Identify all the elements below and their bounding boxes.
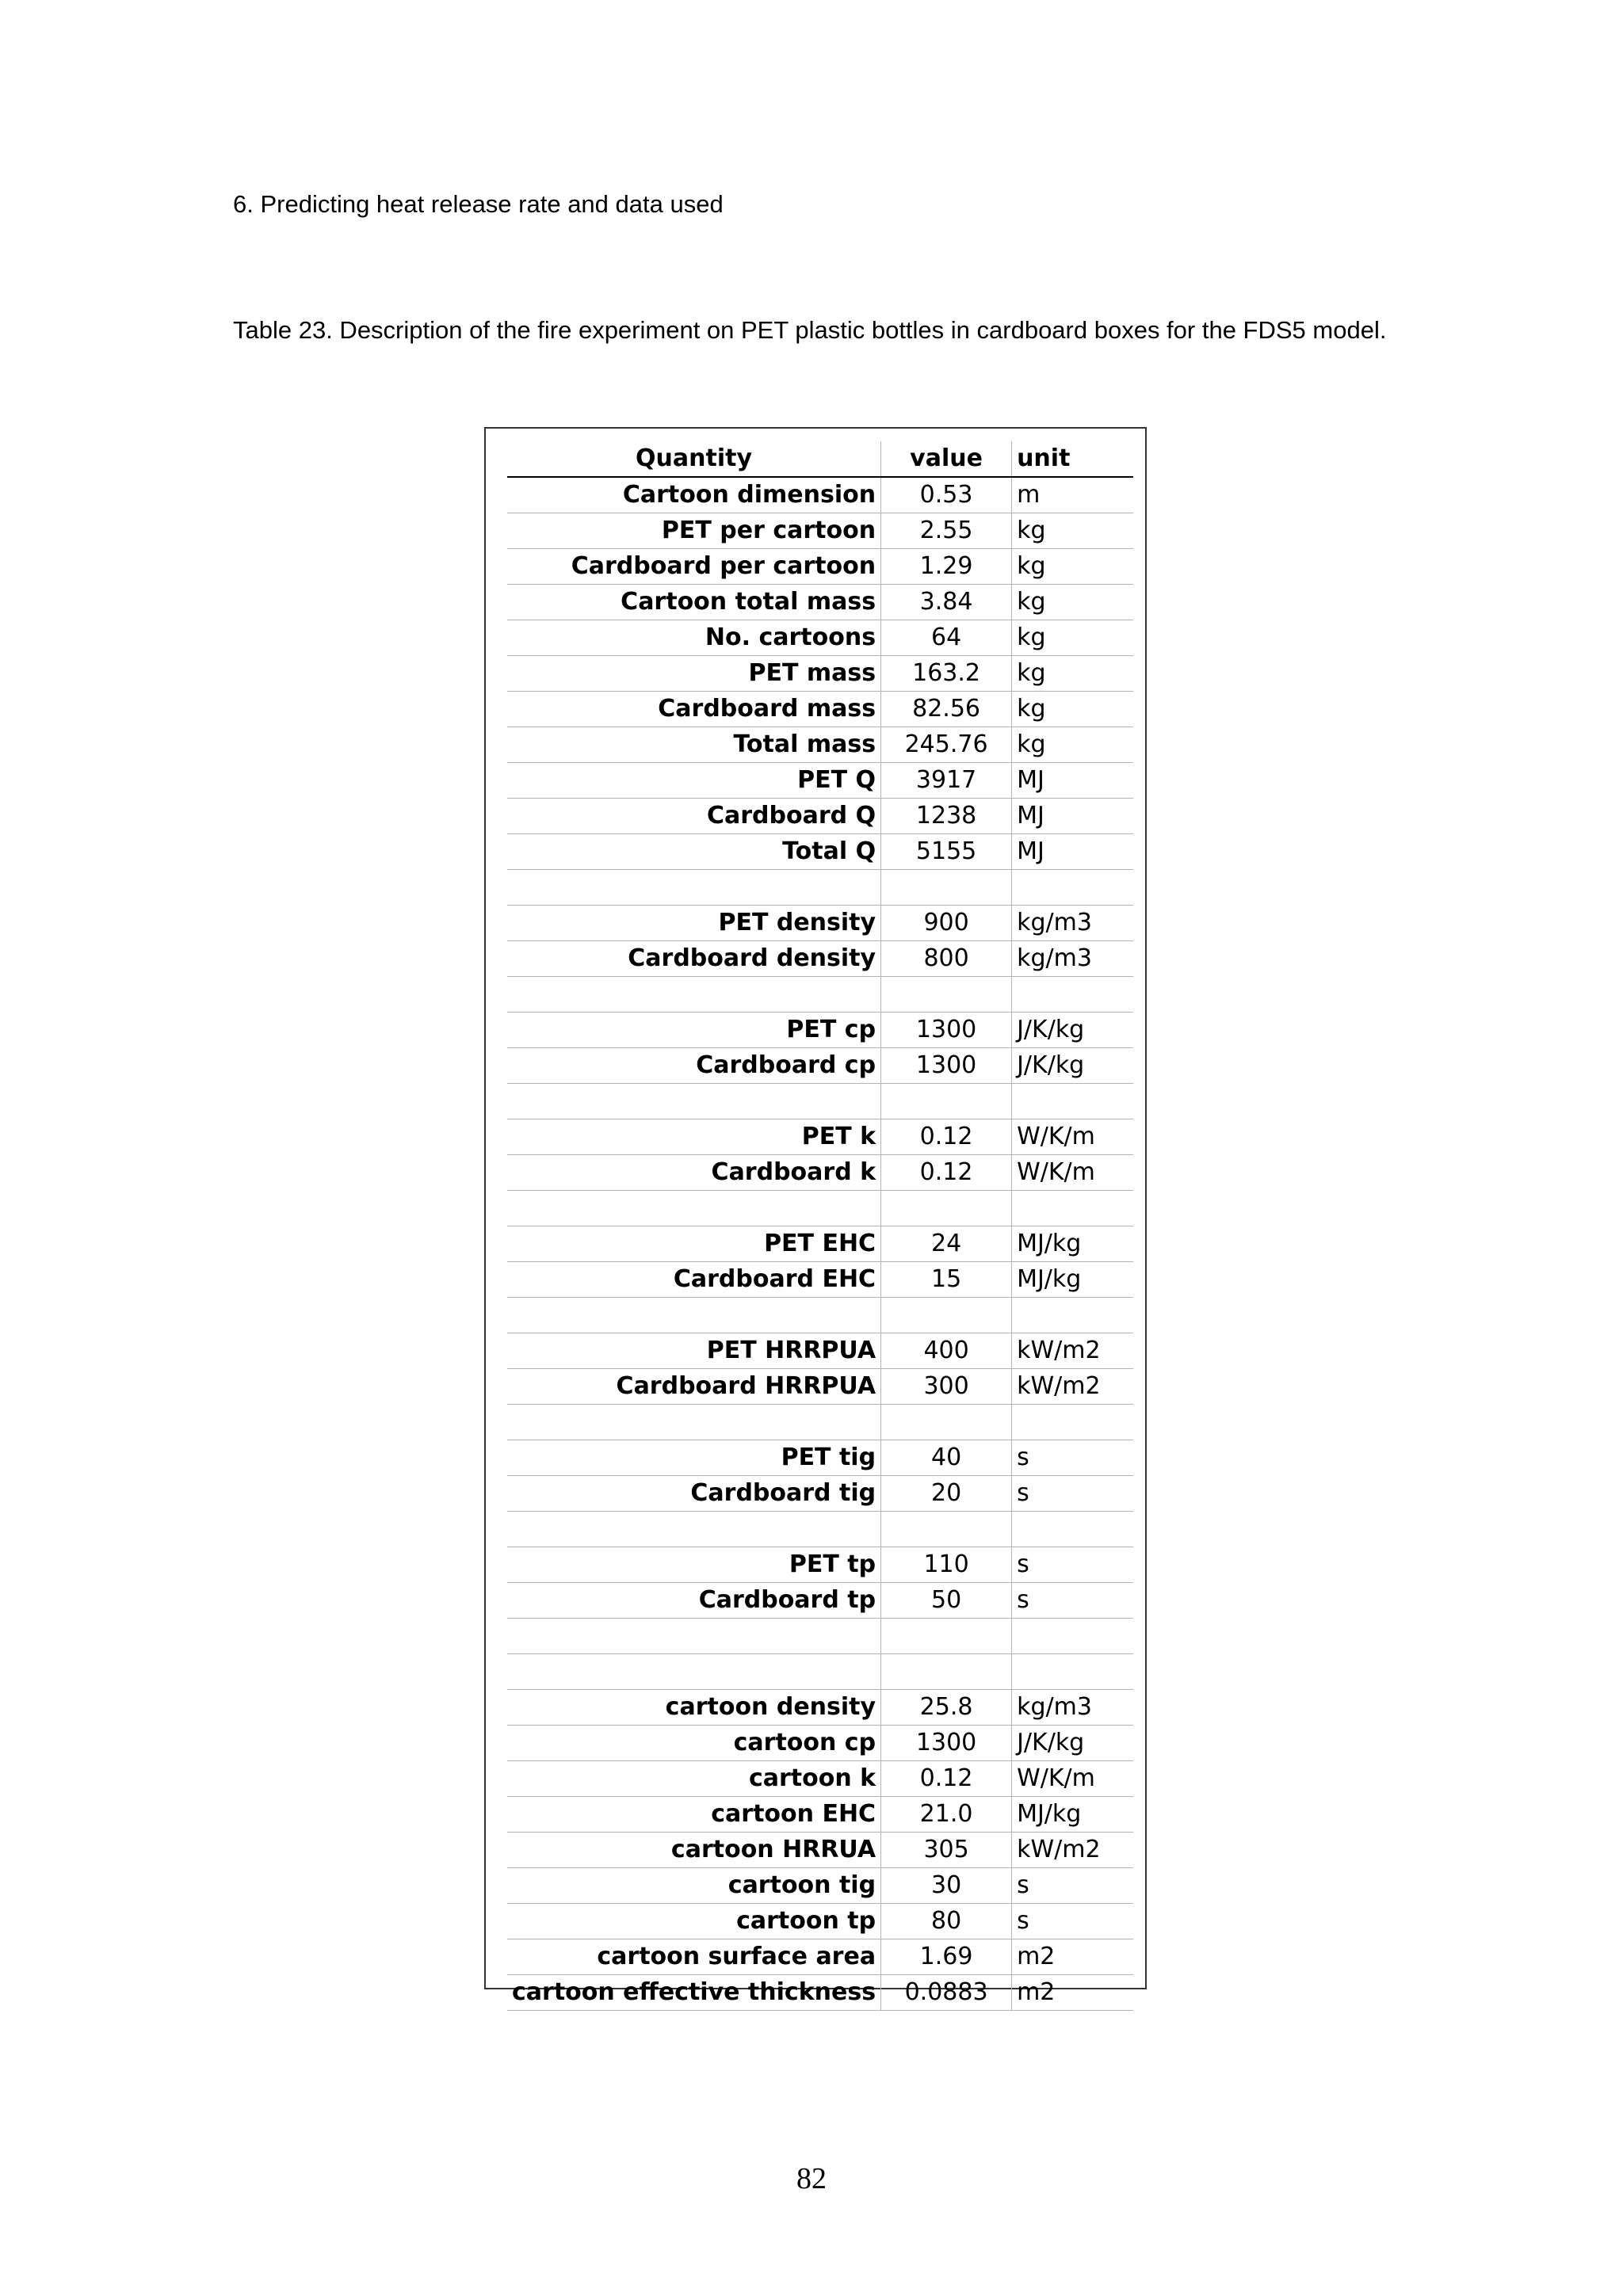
cell-value: 1.69 [881, 1939, 1012, 1975]
table-row [507, 1048, 1133, 1084]
cell-quantity: PET mass [507, 656, 881, 692]
table-row [507, 1547, 1133, 1583]
cell-value: 305 [881, 1833, 1012, 1868]
cell-value: 20 [881, 1476, 1012, 1512]
cell-value [881, 1512, 1012, 1547]
cell-unit: J/K/kg [1012, 1013, 1133, 1048]
cell-value: 0.53 [881, 477, 1012, 513]
cell-unit: MJ [1012, 763, 1133, 799]
cell-unit [1012, 1654, 1133, 1690]
cell-quantity: cartoon effective thickness [507, 1975, 881, 2011]
cell-value: 5155 [881, 834, 1012, 870]
table-body [507, 477, 1133, 2011]
cell-value: 40 [881, 1440, 1012, 1476]
cell-quantity [507, 977, 881, 1013]
cell-quantity: Cartoon total mass [507, 585, 881, 620]
cell-unit: kg [1012, 727, 1133, 763]
table-row [507, 1904, 1133, 1939]
cell-value: 21.0 [881, 1797, 1012, 1833]
table-row [507, 834, 1133, 870]
cell-quantity: PET per cartoon [507, 513, 881, 549]
table-row [507, 477, 1133, 513]
cell-unit: W/K/m [1012, 1155, 1133, 1191]
cell-value: 1300 [881, 1013, 1012, 1048]
table-row [507, 1512, 1133, 1547]
cell-value: 24 [881, 1226, 1012, 1262]
table-row [507, 585, 1133, 620]
cell-value [881, 1191, 1012, 1226]
table-row [507, 1119, 1133, 1155]
cell-value: 3.84 [881, 585, 1012, 620]
cell-quantity: cartoon HRRUA [507, 1833, 881, 1868]
cell-unit: kg/m3 [1012, 906, 1133, 941]
table-row [507, 1619, 1133, 1654]
cell-value: 25.8 [881, 1690, 1012, 1726]
table-row [507, 1369, 1133, 1405]
cell-unit: s [1012, 1904, 1133, 1939]
cell-quantity: Cardboard EHC [507, 1262, 881, 1298]
table-row [507, 1975, 1133, 2011]
cell-unit [1012, 1619, 1133, 1654]
cell-unit: s [1012, 1583, 1133, 1619]
header-value: value [881, 441, 1012, 477]
cell-unit: kg [1012, 585, 1133, 620]
header-unit: unit [1012, 441, 1133, 477]
cell-value [881, 977, 1012, 1013]
section-heading: 6. Predicting heat release rate and data used [233, 190, 724, 218]
cell-unit: W/K/m [1012, 1119, 1133, 1155]
cell-unit [1012, 1405, 1133, 1440]
cell-unit [1012, 1084, 1133, 1119]
cell-quantity: PET tig [507, 1440, 881, 1476]
table-row [507, 906, 1133, 941]
table-row [507, 1226, 1133, 1262]
cell-quantity [507, 1405, 881, 1440]
cell-quantity: Cardboard Q [507, 799, 881, 834]
cell-value: 0.0883 [881, 1975, 1012, 2011]
cell-quantity: Cartoon dimension [507, 477, 881, 513]
table-row [507, 1761, 1133, 1797]
cell-quantity: No. cartoons [507, 620, 881, 656]
cell-unit: kg [1012, 620, 1133, 656]
cell-quantity: PET density [507, 906, 881, 941]
cell-quantity: cartoon tp [507, 1904, 881, 1939]
cell-value: 1300 [881, 1048, 1012, 1084]
cell-unit: s [1012, 1440, 1133, 1476]
cell-value: 80 [881, 1904, 1012, 1939]
table-row [507, 620, 1133, 656]
table-row [507, 1191, 1133, 1226]
cell-value: 800 [881, 941, 1012, 977]
cell-unit: kW/m2 [1012, 1833, 1133, 1868]
table-row [507, 727, 1133, 763]
cell-unit: MJ/kg [1012, 1226, 1133, 1262]
header-quantity: Quantity [507, 441, 881, 477]
cell-unit: MJ/kg [1012, 1797, 1133, 1833]
cell-quantity: cartoon surface area [507, 1939, 881, 1975]
table-row [507, 1690, 1133, 1726]
cell-value [881, 1619, 1012, 1654]
cell-quantity: PET k [507, 1119, 881, 1155]
cell-quantity: PET Q [507, 763, 881, 799]
table-row [507, 799, 1133, 834]
table-row [507, 513, 1133, 549]
cell-unit: kg [1012, 692, 1133, 727]
cell-value: 0.12 [881, 1155, 1012, 1191]
cell-value: 2.55 [881, 513, 1012, 549]
properties-table [507, 441, 1133, 2011]
cell-quantity: cartoon EHC [507, 1797, 881, 1833]
table-row [507, 1440, 1133, 1476]
cell-value: 900 [881, 906, 1012, 941]
cell-value: 64 [881, 620, 1012, 656]
cell-unit: m2 [1012, 1939, 1133, 1975]
cell-quantity [507, 1654, 881, 1690]
cell-value [881, 1298, 1012, 1333]
table-row [507, 1262, 1133, 1298]
table-row [507, 1868, 1133, 1904]
cell-unit: W/K/m [1012, 1761, 1133, 1797]
cell-unit: kg [1012, 513, 1133, 549]
cell-value: 1238 [881, 799, 1012, 834]
cell-quantity: PET HRRPUA [507, 1333, 881, 1369]
cell-quantity: Cardboard HRRPUA [507, 1369, 881, 1405]
cell-value: 0.12 [881, 1119, 1012, 1155]
cell-unit: kg/m3 [1012, 941, 1133, 977]
cell-unit [1012, 1191, 1133, 1226]
cell-quantity [507, 1084, 881, 1119]
cell-quantity [507, 1512, 881, 1547]
cell-unit [1012, 1512, 1133, 1547]
cell-value: 82.56 [881, 692, 1012, 727]
cell-unit [1012, 870, 1133, 906]
cell-value: 163.2 [881, 656, 1012, 692]
cell-quantity: Cardboard tp [507, 1583, 881, 1619]
cell-value: 1300 [881, 1726, 1012, 1761]
cell-unit: kW/m2 [1012, 1369, 1133, 1405]
cell-quantity: Total Q [507, 834, 881, 870]
cell-unit: MJ/kg [1012, 1262, 1133, 1298]
table-row [507, 1405, 1133, 1440]
cell-unit: s [1012, 1476, 1133, 1512]
cell-unit: MJ [1012, 799, 1133, 834]
table-header-row [507, 441, 1133, 477]
table-row [507, 1476, 1133, 1512]
cell-unit: m2 [1012, 1975, 1133, 2011]
table-row [507, 977, 1133, 1013]
cell-unit: J/K/kg [1012, 1726, 1133, 1761]
cell-unit: kg [1012, 656, 1133, 692]
cell-unit: kg [1012, 549, 1133, 585]
cell-quantity: cartoon k [507, 1761, 881, 1797]
cell-value: 3917 [881, 763, 1012, 799]
cell-unit: s [1012, 1547, 1133, 1583]
table-frame [484, 427, 1147, 2006]
table-row [507, 763, 1133, 799]
cell-value: 1.29 [881, 549, 1012, 585]
cell-quantity: PET tp [507, 1547, 881, 1583]
table-row [507, 692, 1133, 727]
cell-value: 50 [881, 1583, 1012, 1619]
cell-unit: kW/m2 [1012, 1333, 1133, 1369]
cell-quantity: cartoon density [507, 1690, 881, 1726]
cell-quantity: Cardboard k [507, 1155, 881, 1191]
cell-unit [1012, 977, 1133, 1013]
cell-value: 15 [881, 1262, 1012, 1298]
cell-quantity: cartoon cp [507, 1726, 881, 1761]
table-row [507, 1013, 1133, 1048]
cell-quantity: Cardboard tig [507, 1476, 881, 1512]
cell-value: 400 [881, 1333, 1012, 1369]
cell-value [881, 1654, 1012, 1690]
table-row [507, 1298, 1133, 1333]
cell-quantity: Cardboard cp [507, 1048, 881, 1084]
table-row [507, 1833, 1133, 1868]
table-row [507, 1726, 1133, 1761]
cell-quantity: Cardboard per cartoon [507, 549, 881, 585]
cell-value [881, 1405, 1012, 1440]
cell-quantity [507, 1619, 881, 1654]
cell-value: 300 [881, 1369, 1012, 1405]
table-row [507, 1583, 1133, 1619]
cell-unit [1012, 1298, 1133, 1333]
table-row [507, 1939, 1133, 1975]
table-row [507, 1084, 1133, 1119]
table-row [507, 870, 1133, 906]
cell-value: 245.76 [881, 727, 1012, 763]
cell-quantity [507, 1298, 881, 1333]
cell-quantity: Cardboard density [507, 941, 881, 977]
cell-unit: kg/m3 [1012, 1690, 1133, 1726]
cell-value: 30 [881, 1868, 1012, 1904]
cell-quantity: PET cp [507, 1013, 881, 1048]
cell-quantity [507, 870, 881, 906]
cell-quantity: cartoon tig [507, 1868, 881, 1904]
table-row [507, 549, 1133, 585]
cell-value: 0.12 [881, 1761, 1012, 1797]
table-row [507, 1654, 1133, 1690]
cell-quantity [507, 1191, 881, 1226]
cell-unit: MJ [1012, 834, 1133, 870]
cell-value [881, 870, 1012, 906]
table-row [507, 1155, 1133, 1191]
cell-unit: s [1012, 1868, 1133, 1904]
table-row [507, 1797, 1133, 1833]
page-number: 82 [796, 2162, 827, 2195]
cell-value: 110 [881, 1547, 1012, 1583]
cell-value [881, 1084, 1012, 1119]
cell-quantity: Total mass [507, 727, 881, 763]
table-row [507, 941, 1133, 977]
table-caption: Table 23. Description of the fire experiment on PET plastic bottles in cardboard boxes for the FDS5 model. [233, 316, 1387, 344]
table-row [507, 1333, 1133, 1369]
cell-unit: J/K/kg [1012, 1048, 1133, 1084]
cell-unit: m [1012, 477, 1133, 513]
cell-quantity: PET EHC [507, 1226, 881, 1262]
cell-quantity: Cardboard mass [507, 692, 881, 727]
table-row [507, 656, 1133, 692]
